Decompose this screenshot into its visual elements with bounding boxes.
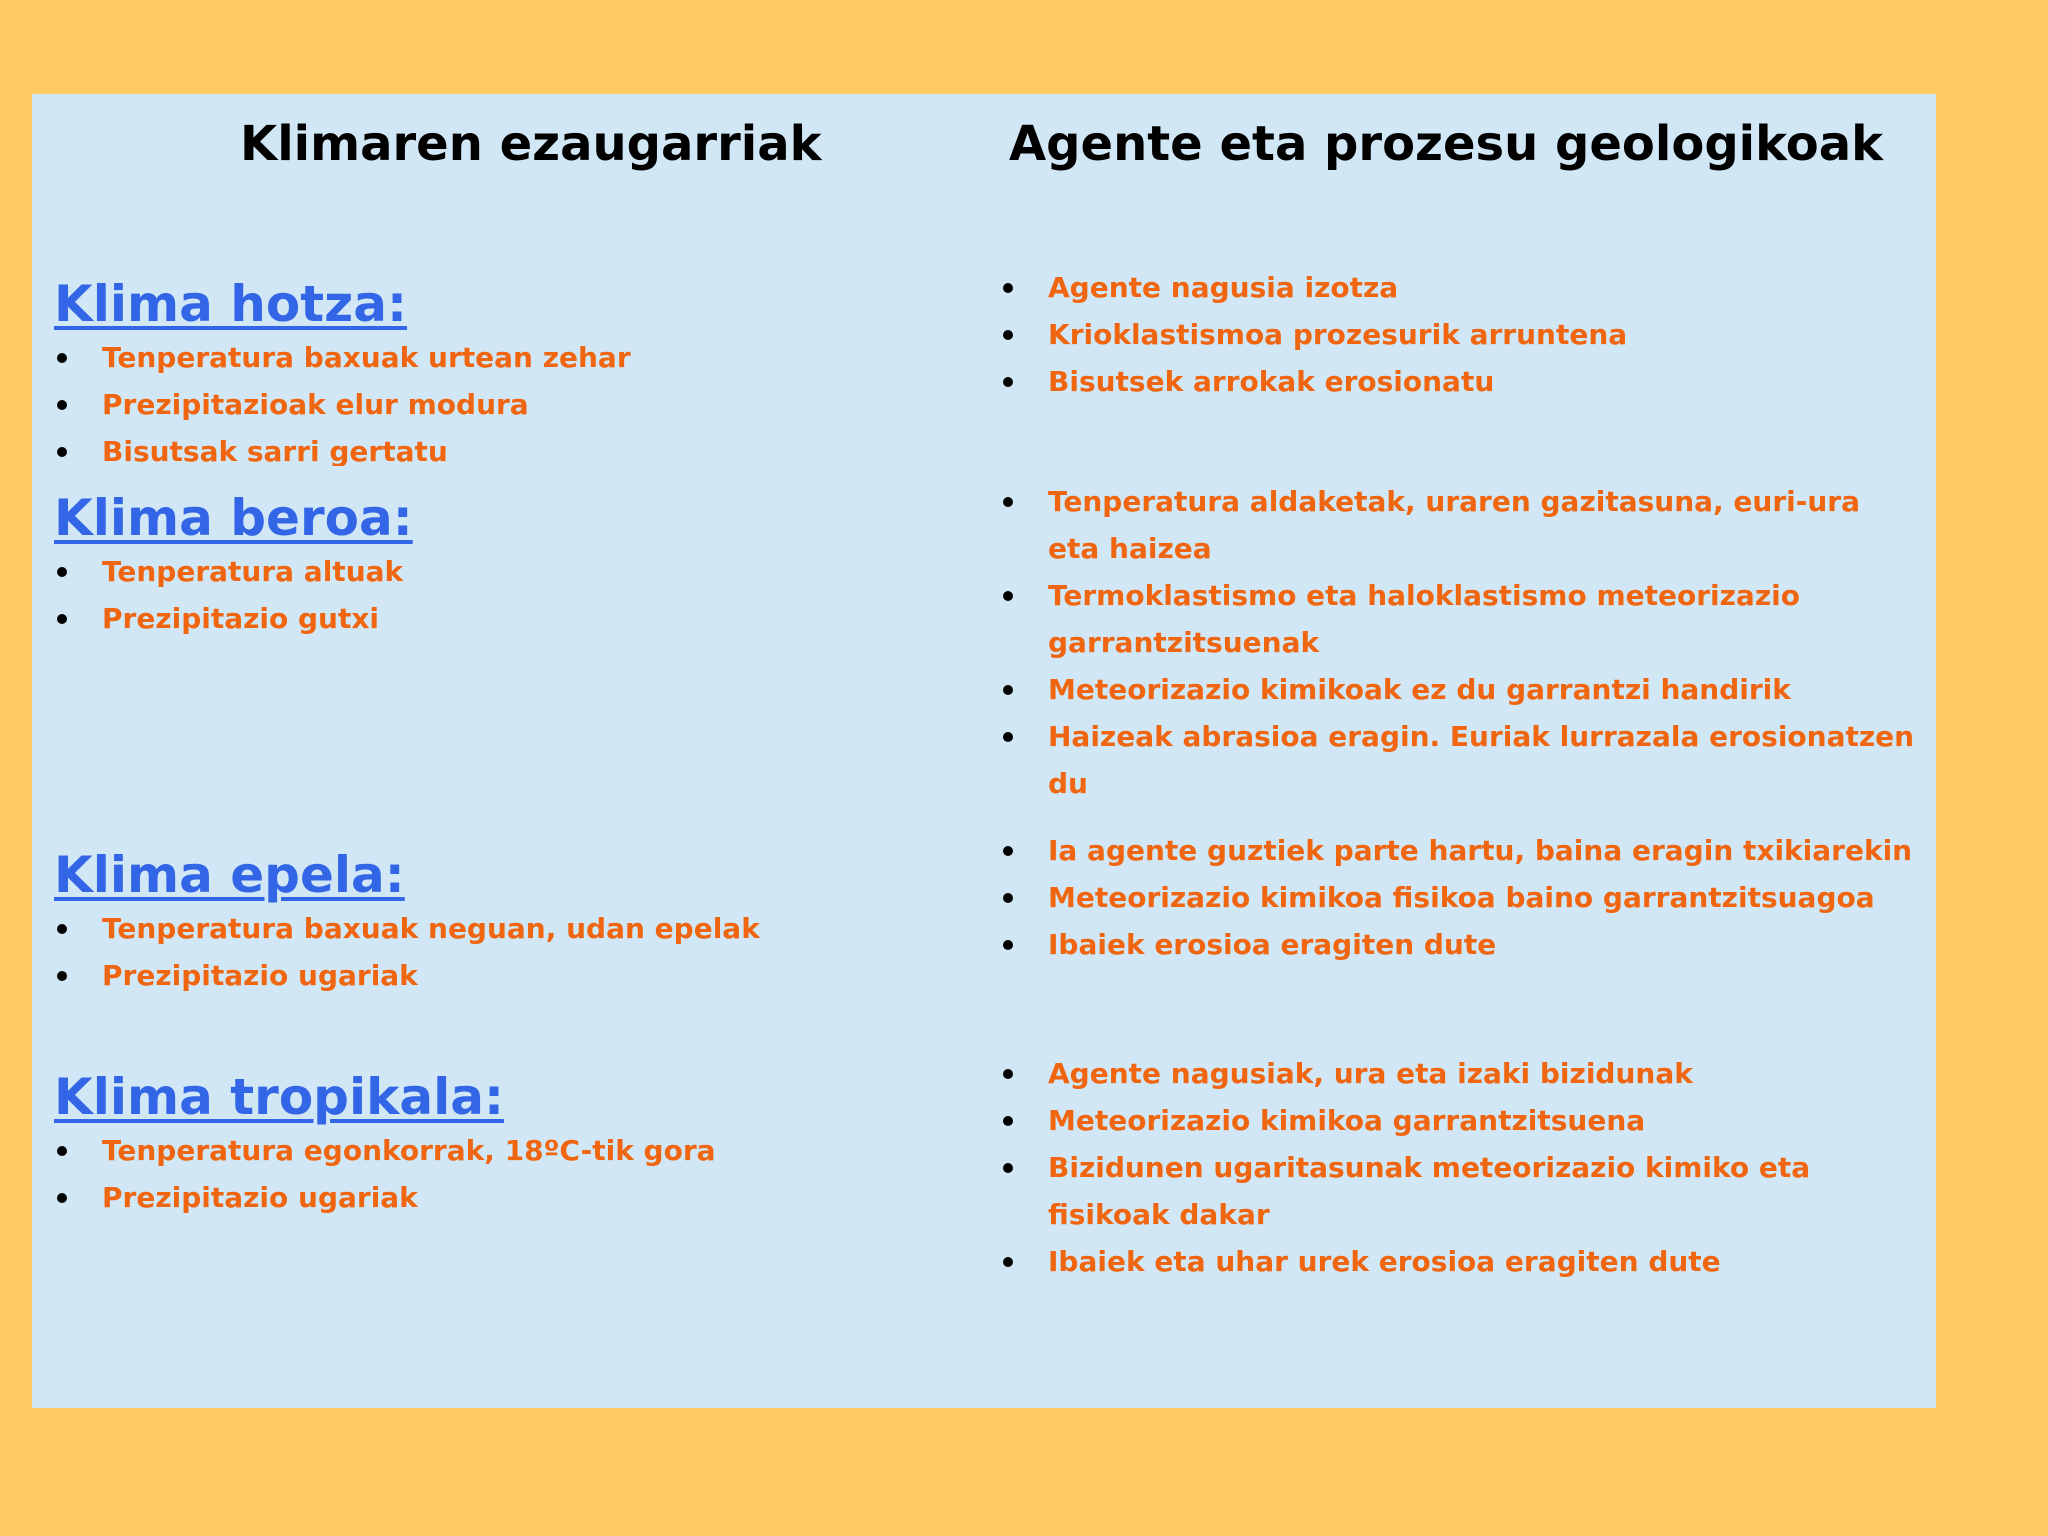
list-klima-hotza	[54, 334, 631, 466]
list-item: Ibaiek eta uhar urek erosioa eragiten dute	[1000, 1238, 1920, 1285]
section-klima-tropikala	[54, 1067, 716, 1221]
list-item: Prezipitazio ugariak	[54, 1174, 716, 1221]
list-item: Tenperatura altuak	[54, 548, 413, 595]
list-item: Ia agente guztiek parte hartu, baina eragin txikiarekin	[1000, 827, 1920, 874]
list-agents-tropikala	[1000, 1050, 1920, 1285]
list-item: Tenperatura baxuak neguan, udan epelak	[54, 905, 760, 952]
list-agents-epela	[1000, 827, 1920, 968]
list-item: Bizidunen ugaritasunak meteorizazio kimiko eta fisikoak dakar	[1000, 1144, 1920, 1238]
list-item: Meteorizazio kimikoa fisikoa baino garrantzitsuagoa	[1000, 874, 1920, 921]
heading-klima-beroa: Klima beroa:	[54, 489, 413, 547]
slide-panel	[32, 94, 1936, 1408]
heading-klima-hotza: Klima hotza:	[54, 275, 407, 333]
heading-klima-tropikala: Klima tropikala:	[54, 1068, 504, 1126]
agents-epela	[1000, 827, 1920, 968]
list-item: Tenperatura aldaketak, uraren gazitasuna, euri-ura eta haizea	[1000, 478, 1920, 572]
list-item: Tenperatura egonkorrak, 18ºC-tik gora	[54, 1127, 716, 1174]
list-item: Tenperatura baxuak urtean zehar	[54, 334, 631, 381]
agents-hotza	[1000, 264, 1920, 405]
list-agents-hotza	[1000, 264, 1920, 405]
list-item: Prezipitazioak elur modura	[54, 381, 631, 428]
right-column-title: Agente eta prozesu geologikoak	[1009, 116, 1884, 172]
list-agents-beroa	[1000, 478, 1920, 807]
list-item: Bisutsek arrokak erosionatu	[1000, 358, 1920, 405]
list-item: Haizeak abrasioa eragin. Euriak lurrazala erosionatzen du	[1000, 713, 1920, 807]
list-item: Meteorizazio kimikoak ez du garrantzi handirik	[1000, 666, 1920, 713]
agents-beroa	[1000, 478, 1920, 807]
section-klima-beroa	[54, 488, 413, 642]
list-item: Termoklastismo eta haloklastismo meteorizazio garrantzitsuenak	[1000, 572, 1920, 666]
heading-klima-epela: Klima epela:	[54, 846, 405, 904]
list-klima-tropikala	[54, 1127, 716, 1221]
agents-tropikala	[1000, 1050, 1920, 1285]
list-item: Krioklastismoa prozesurik arruntena	[1000, 311, 1920, 358]
list-klima-epela	[54, 905, 760, 999]
left-column-title: Klimaren ezaugarriak	[240, 116, 822, 172]
list-item: Ibaiek erosioa eragiten dute	[1000, 921, 1920, 968]
list-klima-beroa	[54, 548, 413, 642]
list-item: Meteorizazio kimikoa garrantzitsuena	[1000, 1097, 1920, 1144]
list-item: Prezipitazio gutxi	[54, 595, 413, 642]
list-item: Agente nagusiak, ura eta izaki bizidunak	[1000, 1050, 1920, 1097]
list-item: Prezipitazio ugariak	[54, 952, 760, 999]
section-klima-epela	[54, 845, 760, 999]
section-klima-hotza	[54, 274, 631, 466]
list-item: Agente nagusia izotza	[1000, 264, 1920, 311]
list-item: Bisutsak sarri gertatu	[54, 428, 631, 466]
